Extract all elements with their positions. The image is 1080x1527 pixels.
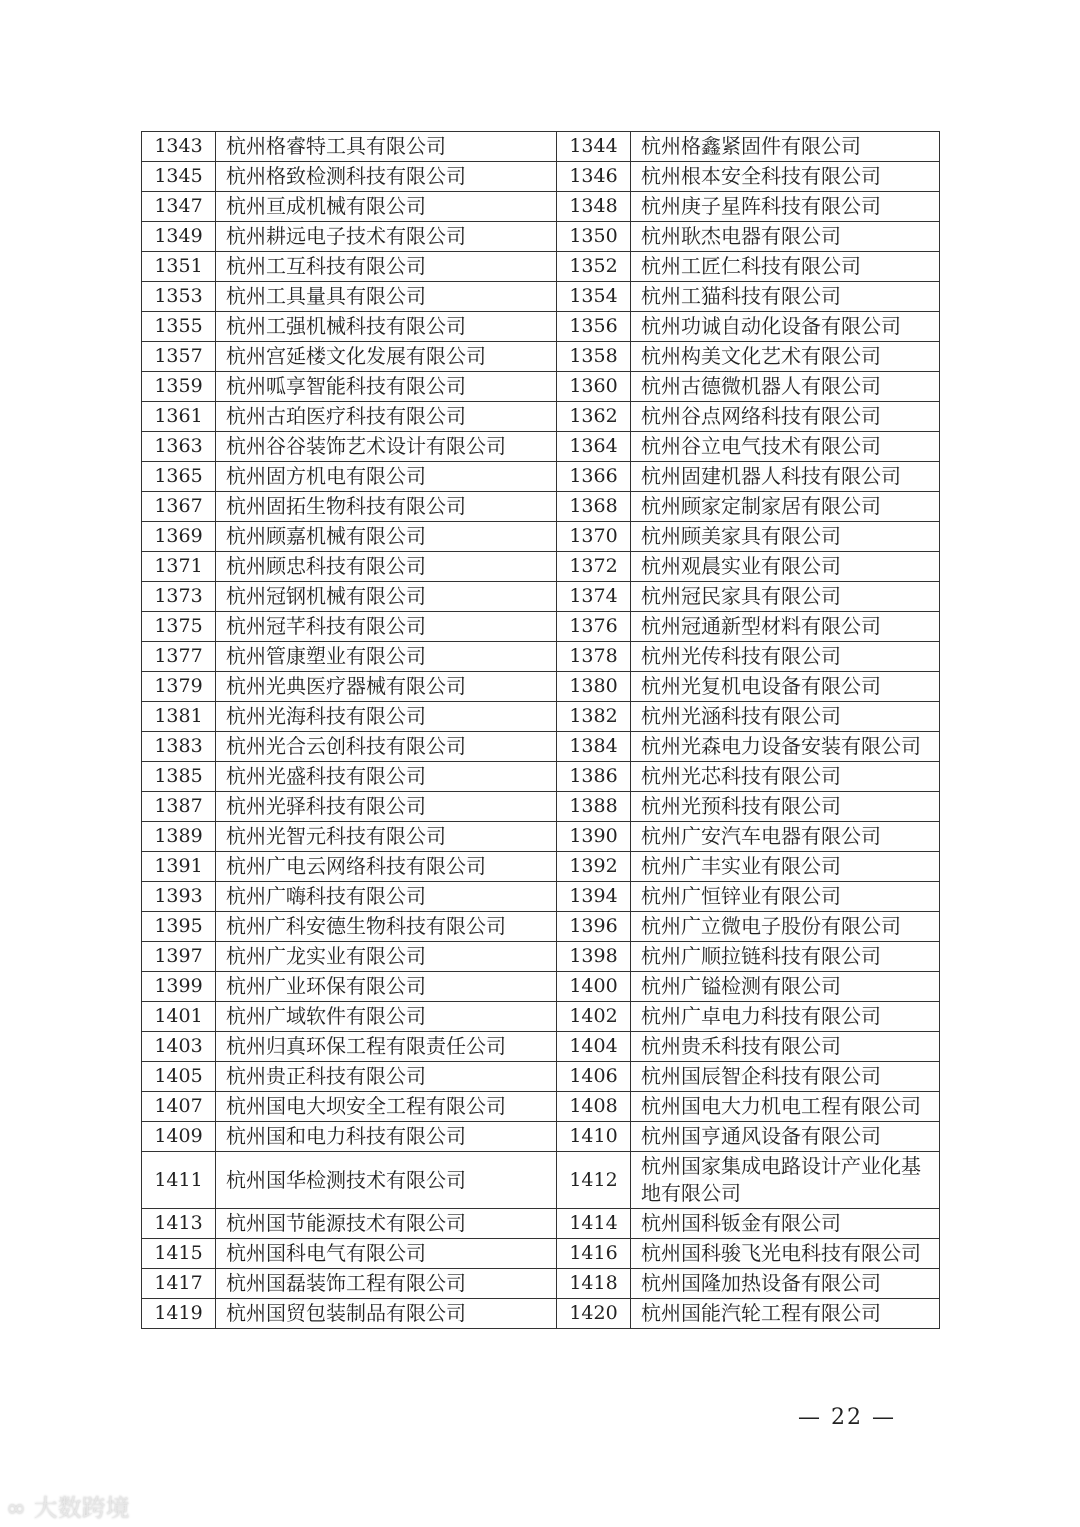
company-name-left: 杭州光典医疗器械有限公司 <box>216 672 557 702</box>
row-number-right: 1366 <box>557 462 631 492</box>
company-name-right: 杭州国亨通风设备有限公司 <box>631 1122 940 1152</box>
table-row <box>142 1269 940 1299</box>
row-number-right: 1414 <box>557 1209 631 1239</box>
company-name-right: 杭州广顺拉链科技有限公司 <box>631 942 940 972</box>
company-name-right: 杭州光传科技有限公司 <box>631 642 940 672</box>
row-number-left: 1381 <box>142 702 216 732</box>
row-number-left: 1417 <box>142 1269 216 1299</box>
row-number-right: 1358 <box>557 342 631 372</box>
company-name-left: 杭州格睿特工具有限公司 <box>216 132 557 162</box>
row-number-left: 1363 <box>142 432 216 462</box>
row-number-right: 1346 <box>557 162 631 192</box>
row-number-left: 1385 <box>142 762 216 792</box>
company-name-left: 杭州耕远电子技术有限公司 <box>216 222 557 252</box>
table-row <box>142 552 940 582</box>
company-name-right: 杭州功诚自动化设备有限公司 <box>631 312 940 342</box>
company-name-right: 杭州广立微电子股份有限公司 <box>631 912 940 942</box>
row-number-left: 1343 <box>142 132 216 162</box>
table-row <box>142 1299 940 1329</box>
company-name-right: 杭州庚子星阵科技有限公司 <box>631 192 940 222</box>
company-name-right: 杭州贵禾科技有限公司 <box>631 1032 940 1062</box>
row-number-left: 1419 <box>142 1299 216 1329</box>
row-number-right: 1400 <box>557 972 631 1002</box>
row-number-left: 1389 <box>142 822 216 852</box>
row-number-right: 1410 <box>557 1122 631 1152</box>
row-number-right: 1356 <box>557 312 631 342</box>
table-row <box>142 732 940 762</box>
row-number-left: 1361 <box>142 402 216 432</box>
row-number-right: 1364 <box>557 432 631 462</box>
table-row <box>142 792 940 822</box>
company-name-right: 杭州广丰实业有限公司 <box>631 852 940 882</box>
company-name-right: 杭州国科钣金有限公司 <box>631 1209 940 1239</box>
row-number-left: 1411 <box>142 1152 216 1209</box>
row-number-left: 1367 <box>142 492 216 522</box>
company-name-left: 杭州光海科技有限公司 <box>216 702 557 732</box>
table-row <box>142 1152 940 1209</box>
company-name-left: 杭州冠芊科技有限公司 <box>216 612 557 642</box>
row-number-left: 1377 <box>142 642 216 672</box>
company-name-right: 杭州光森电力设备安装有限公司 <box>631 732 940 762</box>
company-name-left: 杭州广域软件有限公司 <box>216 1002 557 1032</box>
row-number-left: 1391 <box>142 852 216 882</box>
row-number-right: 1392 <box>557 852 631 882</box>
company-name-left: 杭州顾忠科技有限公司 <box>216 552 557 582</box>
row-number-right: 1352 <box>557 252 631 282</box>
company-name-right: 杭州观晨实业有限公司 <box>631 552 940 582</box>
table-row <box>142 912 940 942</box>
company-name-right: 杭州格鑫紧固件有限公司 <box>631 132 940 162</box>
row-number-left: 1397 <box>142 942 216 972</box>
row-number-right: 1362 <box>557 402 631 432</box>
table-row <box>142 1239 940 1269</box>
company-name-right: 杭州谷点网络科技有限公司 <box>631 402 940 432</box>
company-name-right: 杭州广卓电力科技有限公司 <box>631 1002 940 1032</box>
row-number-left: 1369 <box>142 522 216 552</box>
company-name-left: 杭州国贸包装制品有限公司 <box>216 1299 557 1329</box>
company-name-left: 杭州光智元科技有限公司 <box>216 822 557 852</box>
table-row <box>142 672 940 702</box>
company-name-left: 杭州谷谷装饰艺术设计有限公司 <box>216 432 557 462</box>
table-row <box>142 252 940 282</box>
table-row <box>142 972 940 1002</box>
row-number-left: 1353 <box>142 282 216 312</box>
company-name-right: 杭州冠民家具有限公司 <box>631 582 940 612</box>
row-number-left: 1405 <box>142 1062 216 1092</box>
company-name-right: 杭州光涵科技有限公司 <box>631 702 940 732</box>
row-number-right: 1412 <box>557 1152 631 1209</box>
row-number-left: 1401 <box>142 1002 216 1032</box>
row-number-right: 1420 <box>557 1299 631 1329</box>
company-name-right: 杭州冠通新型材料有限公司 <box>631 612 940 642</box>
company-name-right: 杭州国隆加热设备有限公司 <box>631 1269 940 1299</box>
row-number-right: 1390 <box>557 822 631 852</box>
row-number-right: 1382 <box>557 702 631 732</box>
company-name-right: 杭州国科骏飞光电科技有限公司 <box>631 1239 940 1269</box>
company-name-right: 杭州国能汽轮工程有限公司 <box>631 1299 940 1329</box>
table-row <box>142 822 940 852</box>
company-name-left: 杭州国节能源技术有限公司 <box>216 1209 557 1239</box>
table-row <box>142 702 940 732</box>
row-number-right: 1384 <box>557 732 631 762</box>
company-name-left: 杭州归真环保工程有限责任公司 <box>216 1032 557 1062</box>
table-row <box>142 162 940 192</box>
table-row <box>142 612 940 642</box>
company-name-right: 杭州广恒锌业有限公司 <box>631 882 940 912</box>
company-name-right: 杭州光复机电设备有限公司 <box>631 672 940 702</box>
company-name-left: 杭州广龙实业有限公司 <box>216 942 557 972</box>
table-row <box>142 432 940 462</box>
row-number-right: 1350 <box>557 222 631 252</box>
row-number-left: 1387 <box>142 792 216 822</box>
company-name-right: 杭州工猫科技有限公司 <box>631 282 940 312</box>
page-number: — 22 — <box>798 1405 896 1430</box>
row-number-left: 1407 <box>142 1092 216 1122</box>
company-name-right: 杭州顾家定制家居有限公司 <box>631 492 940 522</box>
row-number-right: 1360 <box>557 372 631 402</box>
company-name-left: 杭州贵正科技有限公司 <box>216 1062 557 1092</box>
row-number-left: 1393 <box>142 882 216 912</box>
row-number-left: 1413 <box>142 1209 216 1239</box>
row-number-left: 1403 <box>142 1032 216 1062</box>
company-name-left: 杭州光合云创科技有限公司 <box>216 732 557 762</box>
row-number-left: 1347 <box>142 192 216 222</box>
company-name-right: 杭州广安汽车电器有限公司 <box>631 822 940 852</box>
table-row <box>142 882 940 912</box>
company-name-left: 杭州国华检测技术有限公司 <box>216 1152 557 1209</box>
table-body <box>142 132 940 1329</box>
row-number-left: 1383 <box>142 732 216 762</box>
row-number-left: 1365 <box>142 462 216 492</box>
company-name-right: 杭州广镒检测有限公司 <box>631 972 940 1002</box>
row-number-right: 1394 <box>557 882 631 912</box>
row-number-right: 1416 <box>557 1239 631 1269</box>
row-number-left: 1355 <box>142 312 216 342</box>
table-row <box>142 492 940 522</box>
company-name-right: 杭州光预科技有限公司 <box>631 792 940 822</box>
row-number-right: 1348 <box>557 192 631 222</box>
table-row <box>142 1209 940 1239</box>
company-name-right: 杭州耿杰电器有限公司 <box>631 222 940 252</box>
table-row <box>142 372 940 402</box>
row-number-right: 1396 <box>557 912 631 942</box>
company-name-right: 杭州根本安全科技有限公司 <box>631 162 940 192</box>
row-number-right: 1344 <box>557 132 631 162</box>
row-number-right: 1370 <box>557 522 631 552</box>
company-name-left: 杭州格致检测科技有限公司 <box>216 162 557 192</box>
company-name-left: 杭州广电云网络科技有限公司 <box>216 852 557 882</box>
row-number-right: 1408 <box>557 1092 631 1122</box>
row-number-left: 1395 <box>142 912 216 942</box>
company-name-left: 杭州光盛科技有限公司 <box>216 762 557 792</box>
row-number-right: 1374 <box>557 582 631 612</box>
row-number-right: 1378 <box>557 642 631 672</box>
row-number-left: 1373 <box>142 582 216 612</box>
table-row <box>142 402 940 432</box>
row-number-right: 1406 <box>557 1062 631 1092</box>
company-name-right: 杭州构美文化艺术有限公司 <box>631 342 940 372</box>
company-list-table <box>141 131 940 1329</box>
company-name-left: 杭州工具量具有限公司 <box>216 282 557 312</box>
row-number-right: 1386 <box>557 762 631 792</box>
table-row <box>142 1062 940 1092</box>
table-row <box>142 852 940 882</box>
watermark-text: 大数跨境 <box>33 1494 130 1522</box>
company-name-left: 杭州宫延楼文化发展有限公司 <box>216 342 557 372</box>
row-number-right: 1376 <box>557 612 631 642</box>
table-row <box>142 222 940 252</box>
company-name-left: 杭州顾嘉机械有限公司 <box>216 522 557 552</box>
row-number-left: 1349 <box>142 222 216 252</box>
table-row <box>142 642 940 672</box>
company-name-left: 杭州广业环保有限公司 <box>216 972 557 1002</box>
row-number-left: 1351 <box>142 252 216 282</box>
company-name-right: 杭州古德微机器人有限公司 <box>631 372 940 402</box>
table-row <box>142 462 940 492</box>
company-name-left: 杭州国电大坝安全工程有限公司 <box>216 1092 557 1122</box>
row-number-right: 1372 <box>557 552 631 582</box>
company-name-left: 杭州工互科技有限公司 <box>216 252 557 282</box>
row-number-left: 1357 <box>142 342 216 372</box>
company-name-left: 杭州广嗨科技有限公司 <box>216 882 557 912</box>
company-name-left: 杭州国磊装饰工程有限公司 <box>216 1269 557 1299</box>
company-name-right: 杭州顾美家具有限公司 <box>631 522 940 552</box>
table-row <box>142 1032 940 1062</box>
company-name-right: 杭州国家集成电路设计产业化基地有限公司 <box>631 1152 940 1209</box>
row-number-right: 1404 <box>557 1032 631 1062</box>
row-number-left: 1379 <box>142 672 216 702</box>
table-row <box>142 132 940 162</box>
company-name-left: 杭州国和电力科技有限公司 <box>216 1122 557 1152</box>
company-name-right: 杭州谷立电气技术有限公司 <box>631 432 940 462</box>
row-number-right: 1418 <box>557 1269 631 1299</box>
row-number-left: 1375 <box>142 612 216 642</box>
table-row <box>142 1092 940 1122</box>
company-name-left: 杭州广科安德生物科技有限公司 <box>216 912 557 942</box>
watermark-logo: ∞ 大数跨境 <box>6 1494 130 1522</box>
table-row <box>142 1002 940 1032</box>
company-name-left: 杭州国科电气有限公司 <box>216 1239 557 1269</box>
row-number-right: 1380 <box>557 672 631 702</box>
table-row <box>142 192 940 222</box>
company-name-left: 杭州冠钢机械有限公司 <box>216 582 557 612</box>
company-name-right: 杭州国辰智企科技有限公司 <box>631 1062 940 1092</box>
table-row <box>142 1122 940 1152</box>
row-number-left: 1409 <box>142 1122 216 1152</box>
company-name-left: 杭州古珀医疗科技有限公司 <box>216 402 557 432</box>
table-row <box>142 342 940 372</box>
row-number-left: 1415 <box>142 1239 216 1269</box>
company-name-left: 杭州光驿科技有限公司 <box>216 792 557 822</box>
row-number-right: 1398 <box>557 942 631 972</box>
table-row <box>142 762 940 792</box>
company-name-right: 杭州光芯科技有限公司 <box>631 762 940 792</box>
company-name-left: 杭州亘成机械有限公司 <box>216 192 557 222</box>
row-number-left: 1359 <box>142 372 216 402</box>
company-name-left: 杭州固拓生物科技有限公司 <box>216 492 557 522</box>
row-number-left: 1345 <box>142 162 216 192</box>
table-row <box>142 282 940 312</box>
row-number-left: 1371 <box>142 552 216 582</box>
row-number-right: 1402 <box>557 1002 631 1032</box>
company-name-right: 杭州国电大力机电工程有限公司 <box>631 1092 940 1122</box>
company-name-left: 杭州呱享智能科技有限公司 <box>216 372 557 402</box>
company-name-right: 杭州工匠仁科技有限公司 <box>631 252 940 282</box>
company-name-left: 杭州固方机电有限公司 <box>216 462 557 492</box>
company-name-left: 杭州工强机械科技有限公司 <box>216 312 557 342</box>
row-number-right: 1368 <box>557 492 631 522</box>
row-number-right: 1354 <box>557 282 631 312</box>
row-number-right: 1388 <box>557 792 631 822</box>
row-number-left: 1399 <box>142 972 216 1002</box>
table-row <box>142 582 940 612</box>
table-row <box>142 942 940 972</box>
table-row <box>142 312 940 342</box>
table-row <box>142 522 940 552</box>
company-name-left: 杭州管康塑业有限公司 <box>216 642 557 672</box>
company-name-right: 杭州固建机器人科技有限公司 <box>631 462 940 492</box>
